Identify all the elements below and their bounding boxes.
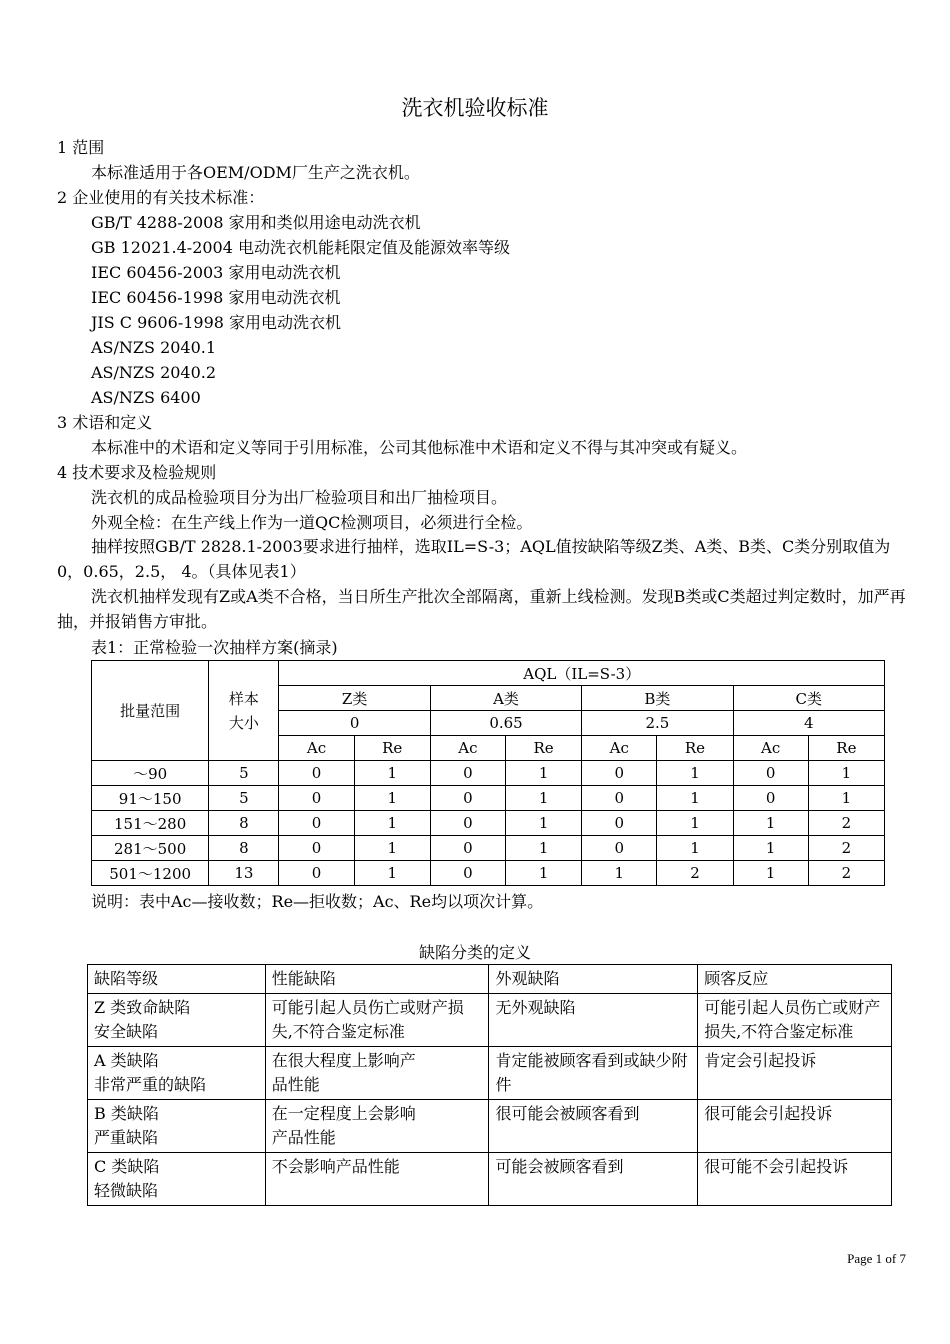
batch-range-cell: 501～1200 xyxy=(92,861,209,886)
table-cell: 2 xyxy=(657,861,733,886)
table-cell: 1 xyxy=(354,811,430,836)
table-cell: 1 xyxy=(506,786,582,811)
standard-item: AS/NZS 6400 xyxy=(91,388,201,407)
table-row xyxy=(88,1100,892,1153)
ac-header: Ac xyxy=(430,736,505,761)
section-1-text: 本标准适用于各OEM/ODM厂生产之洗衣机。 xyxy=(91,163,420,182)
table-cell: 1 xyxy=(354,761,430,786)
table-cell: 1 xyxy=(582,861,657,886)
batch-range-header: 批量范围 xyxy=(92,661,209,761)
sample-size-cell: 8 xyxy=(209,836,279,861)
re-header: Re xyxy=(808,736,884,761)
aql-value: 4 xyxy=(733,711,884,736)
table-cell: 0 xyxy=(582,786,657,811)
defect-definition-table xyxy=(87,964,892,1206)
defect-cell: 不会影响产品性能 xyxy=(265,1153,489,1206)
table-cell: 1 xyxy=(657,836,733,861)
table-row xyxy=(88,1047,892,1100)
table-cell: 1 xyxy=(733,861,808,886)
defect-cell: 无外观缺陷 xyxy=(489,994,698,1047)
aql-value: 0.65 xyxy=(430,711,581,736)
re-header: Re xyxy=(657,736,733,761)
table1-note: 说明：表中Ac—接收数；Re—拒收数；Ac、Re均以项次计算。 xyxy=(91,892,544,911)
defect-cell: 可能引起人员伤亡或财产损失,不符合鉴定标准 xyxy=(698,994,892,1047)
batch-range-cell: 151～280 xyxy=(92,811,209,836)
defect-cell: 可能引起人员伤亡或财产损失,不符合鉴定标准 xyxy=(265,994,489,1047)
table-cell: 1 xyxy=(506,811,582,836)
batch-range-cell: 91～150 xyxy=(92,786,209,811)
table-row xyxy=(88,1153,892,1206)
aql-value: 0 xyxy=(279,711,430,736)
defect-cell: 在很大程度上影响产 品性能 xyxy=(265,1047,489,1100)
defect-cell: 肯定会引起投诉 xyxy=(698,1047,892,1100)
section-3-text: 本标准中的术语和定义等同于引用标准，公司其他标准中术语和定义不得与其冲突或有疑义。 xyxy=(91,438,748,457)
defect-header: 顾客反应 xyxy=(698,965,892,994)
table-cell: 1 xyxy=(657,811,733,836)
table-cell: 0 xyxy=(279,811,354,836)
table-cell: 0 xyxy=(279,786,354,811)
section-4-paragraph: 抽样按照GB/T 2828.1-2003要求进行抽样，选取IL=S-3；AQL值按缺陷等级Z类、A类、B类、C类分别取值为0，0.65，2.5， 4。（具体见表1） xyxy=(57,537,891,581)
class-header: Z类 xyxy=(279,686,430,711)
table-cell: 0 xyxy=(279,761,354,786)
class-header: B类 xyxy=(582,686,733,711)
table-cell: 1 xyxy=(657,761,733,786)
table-cell: 2 xyxy=(808,836,884,861)
defect-cell: A 类缺陷 非常严重的缺陷 xyxy=(88,1047,266,1100)
table-cell: 1 xyxy=(506,761,582,786)
ac-header: Ac xyxy=(279,736,354,761)
table-cell: 1 xyxy=(733,811,808,836)
table-cell: 0 xyxy=(279,861,354,886)
page-title: 洗衣机验收标准 xyxy=(401,96,549,120)
table-cell: 0 xyxy=(733,786,808,811)
defect-cell: 很可能会被顾客看到 xyxy=(489,1100,698,1153)
section-2-heading: 2 企业使用的有关技术标准： xyxy=(57,188,265,207)
batch-range-cell: ～90 xyxy=(92,761,209,786)
defect-cell: 在一定程度上会影响 产品性能 xyxy=(265,1100,489,1153)
standard-item: GB/T 4288-2008 家用和类似用途电动洗衣机 xyxy=(91,213,421,232)
batch-range-cell: 281～500 xyxy=(92,836,209,861)
sample-size-cell: 5 xyxy=(209,761,279,786)
table-cell: 0 xyxy=(430,786,505,811)
table-row xyxy=(92,836,885,861)
sample-size-header: 样本大小 xyxy=(209,661,279,761)
table-cell: 1 xyxy=(506,861,582,886)
table-cell: 0 xyxy=(430,861,505,886)
table-cell: 0 xyxy=(279,836,354,861)
table-cell: 2 xyxy=(808,861,884,886)
page-number: Page 1 of 7 xyxy=(847,1251,906,1266)
table-cell: 0 xyxy=(582,761,657,786)
sampling-table xyxy=(91,660,885,886)
defect-cell: 很可能会引起投诉 xyxy=(698,1100,892,1153)
standard-item: AS/NZS 2040.1 xyxy=(91,338,217,357)
sample-size-cell: 13 xyxy=(209,861,279,886)
defect-header: 性能缺陷 xyxy=(265,965,489,994)
table-row xyxy=(92,861,885,886)
section-3-heading: 3 术语和定义 xyxy=(57,413,153,432)
defect-cell: 肯定能被顾客看到或缺少附件 xyxy=(489,1047,698,1100)
table-row xyxy=(88,994,892,1047)
table-cell: 0 xyxy=(582,836,657,861)
section-1-heading: 1 范围 xyxy=(57,138,105,157)
sample-size-cell: 5 xyxy=(209,786,279,811)
table-cell: 0 xyxy=(430,811,505,836)
standard-item: JIS C 9606-1998 家用电动洗衣机 xyxy=(91,313,342,332)
class-header: A类 xyxy=(430,686,581,711)
section-4-heading: 4 技术要求及检验规则 xyxy=(57,463,217,482)
table-cell: 1 xyxy=(506,836,582,861)
table2-caption: 缺陷分类的定义 xyxy=(418,943,531,962)
aql-value: 2.5 xyxy=(582,711,733,736)
table-cell: 2 xyxy=(808,811,884,836)
defect-cell: 可能会被顾客看到 xyxy=(489,1153,698,1206)
standard-item: GB 12021.4-2004 电动洗衣机能耗限定值及能源效率等级 xyxy=(91,238,511,257)
defect-cell: Z 类致命缺陷 安全缺陷 xyxy=(88,994,266,1047)
defect-header: 外观缺陷 xyxy=(489,965,698,994)
table-cell: 0 xyxy=(733,761,808,786)
aql-header: AQL（IL=S-3） xyxy=(279,661,885,686)
table-cell: 1 xyxy=(354,861,430,886)
table1-caption: 表1：正常检验一次抽样方案(摘录) xyxy=(91,638,338,657)
table-cell: 1 xyxy=(354,786,430,811)
sample-size-cell: 8 xyxy=(209,811,279,836)
table-row xyxy=(92,761,885,786)
table-cell: 0 xyxy=(430,761,505,786)
defect-cell: B 类缺陷 严重缺陷 xyxy=(88,1100,266,1153)
defect-header: 缺陷等级 xyxy=(88,965,266,994)
table-row xyxy=(92,811,885,836)
table-row xyxy=(92,786,885,811)
class-header: C类 xyxy=(733,686,884,711)
re-header: Re xyxy=(506,736,582,761)
table-cell: 1 xyxy=(657,786,733,811)
table-cell: 0 xyxy=(430,836,505,861)
ac-header: Ac xyxy=(582,736,657,761)
table-cell: 1 xyxy=(733,836,808,861)
section-4-paragraph: 洗衣机抽样发现有Z或A类不合格，当日所生产批次全部隔离，重新上线检测。发现B类或C类超过判定数时，加严再抽，并报销售方审批。 xyxy=(57,587,906,631)
section-4-paragraph: 洗衣机的成品检验项目分为出厂检验项目和出厂抽检项目。 xyxy=(91,488,508,507)
defect-cell: C 类缺陷 轻微缺陷 xyxy=(88,1153,266,1206)
table-cell: 0 xyxy=(582,811,657,836)
standard-item: AS/NZS 2040.2 xyxy=(91,363,217,382)
standard-item: IEC 60456-2003 家用电动洗衣机 xyxy=(91,263,341,282)
table-cell: 1 xyxy=(354,836,430,861)
table-cell: 1 xyxy=(808,786,884,811)
ac-header: Ac xyxy=(733,736,808,761)
table-cell: 1 xyxy=(808,761,884,786)
re-header: Re xyxy=(354,736,430,761)
standard-item: IEC 60456-1998 家用电动洗衣机 xyxy=(91,288,341,307)
section-4-paragraph: 外观全检：在生产线上作为一道QC检测项目，必须进行全检。 xyxy=(91,513,533,532)
defect-cell: 很可能不会引起投诉 xyxy=(698,1153,892,1206)
